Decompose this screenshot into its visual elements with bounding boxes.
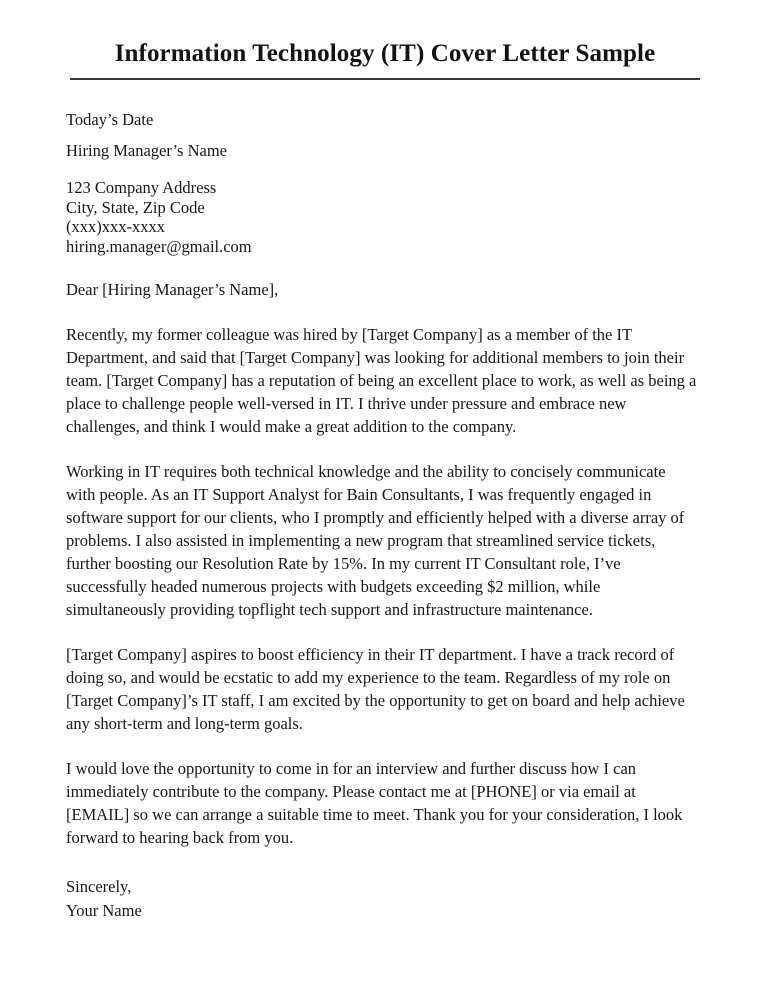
date-line: Today’s Date bbox=[66, 110, 154, 129]
body-paragraph-4: I would love the opportunity to come in for an interview and further discuss how I can immediately contribute to the company. Please contact me at [PHONE] or via email at [EMAIL] so we can arrange a suitable time to meet. Thank you for your consideration, I look forward to hearing back from you. bbox=[66, 759, 683, 847]
signature-name: Your Name bbox=[66, 901, 142, 920]
address-line-1: 123 Company Address bbox=[66, 178, 217, 197]
page-title: Information Technology (IT) Cover Letter Sample bbox=[114, 40, 656, 67]
valediction: Sincerely, bbox=[66, 877, 132, 896]
recipient-contact-block bbox=[66, 178, 698, 256]
body-paragraph-3: [Target Company] aspires to boost efficiency in their IT department. I have a track record of doing so, and would be ecstatic to add my experience to the team. Regardless of my role on [Target Company]’s IT staff, I am excited by the opportunity to get on board and help achieve any short-term and long-term goals. bbox=[66, 645, 685, 733]
phone-number: (xxx)xxx-xxxx bbox=[66, 217, 165, 236]
closing-block bbox=[66, 875, 698, 922]
title-block bbox=[70, 40, 700, 80]
address-line-2: City, State, Zip Code bbox=[66, 197, 205, 217]
body-paragraph-2: Working in IT requires both technical knowledge and the ability to concisely communicate with people. As an IT Support Analyst for Bain Consultants, I was frequently engaged in software support for our clients, who I promptly and efficiently helped with a diverse array of problems. I also assisted in implementing a new program that streamlined service tickets, further boosting our Resolution Rate by 15%. In my current IT Consultant role, I’ve successfully headed numerous projects with budgets exceeding $2 million, while simultaneously providing topflight tech support and infrastructure maintenance. bbox=[66, 462, 685, 619]
letter-body bbox=[66, 108, 698, 922]
salutation: Dear [Hiring Manager’s Name], bbox=[66, 280, 279, 299]
email-address: hiring.manager@gmail.com bbox=[66, 236, 252, 256]
title-divider bbox=[70, 78, 700, 80]
recipient-name: Hiring Manager’s Name bbox=[66, 141, 227, 160]
body-paragraph-1: Recently, my former colleague was hired by [Target Company] as a member of the IT Department, and said that [Target Company] was looking for additional members to join their team. [Target Company] has a reputation of being an excellent place to work, as well as being a place to challenge people well-versed in IT. I thrive under pressure and embrace new challenges, and think I would make a great addition to the company. bbox=[66, 325, 697, 436]
